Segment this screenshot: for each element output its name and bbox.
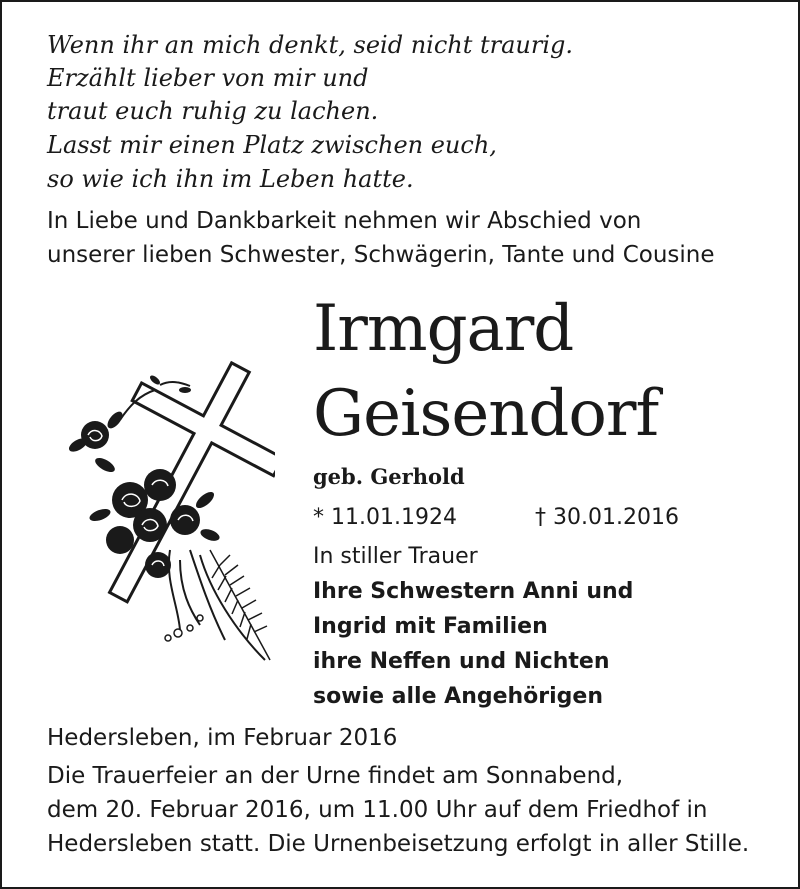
place-date: Hedersleben, im Februar 2016 [47,725,398,751]
birth-date: * 11.01.1924 [313,505,457,530]
cross-with-roses-icon [60,350,275,670]
deceased-last-name: Geisendorf [313,377,659,451]
birth-name: geb. Gerhold [313,464,465,489]
mourners-heading: In stiller Trauer [313,544,478,569]
funeral-line: Hedersleben statt. Die Urnenbeisetzung erfolgt in aller Stille. [47,831,750,857]
deceased-first-name: Irmgard [313,292,574,366]
poem-line: Wenn ihr an mich denkt, seid nicht traurig. [47,31,574,59]
death-date: † 30.01.2016 [535,505,679,530]
poem-line: traut euch ruhig zu lachen. [47,97,379,125]
poem-line: Erzählt lieber von mir und [47,64,369,92]
mourner-line: ihre Neffen und Nichten [313,649,610,674]
poem-line: Lasst mir einen Platz zwischen euch, [47,131,497,159]
funeral-line: Die Trauerfeier an der Urne findet am Sonnabend, [47,763,624,789]
intro-line: unserer lieben Schwester, Schwägerin, Tante und Cousine [47,242,715,268]
mourner-line: sowie alle Angehörigen [313,684,604,709]
funeral-line: dem 20. Februar 2016, um 11.00 Uhr auf dem Friedhof in [47,797,708,823]
intro-line: In Liebe und Dankbarkeit nehmen wir Abschied von [47,208,642,234]
mourner-line: Ingrid mit Familien [313,614,548,639]
mourner-line: Ihre Schwestern Anni und [313,579,634,604]
poem-line: so wie ich ihn im Leben hatte. [47,165,414,193]
